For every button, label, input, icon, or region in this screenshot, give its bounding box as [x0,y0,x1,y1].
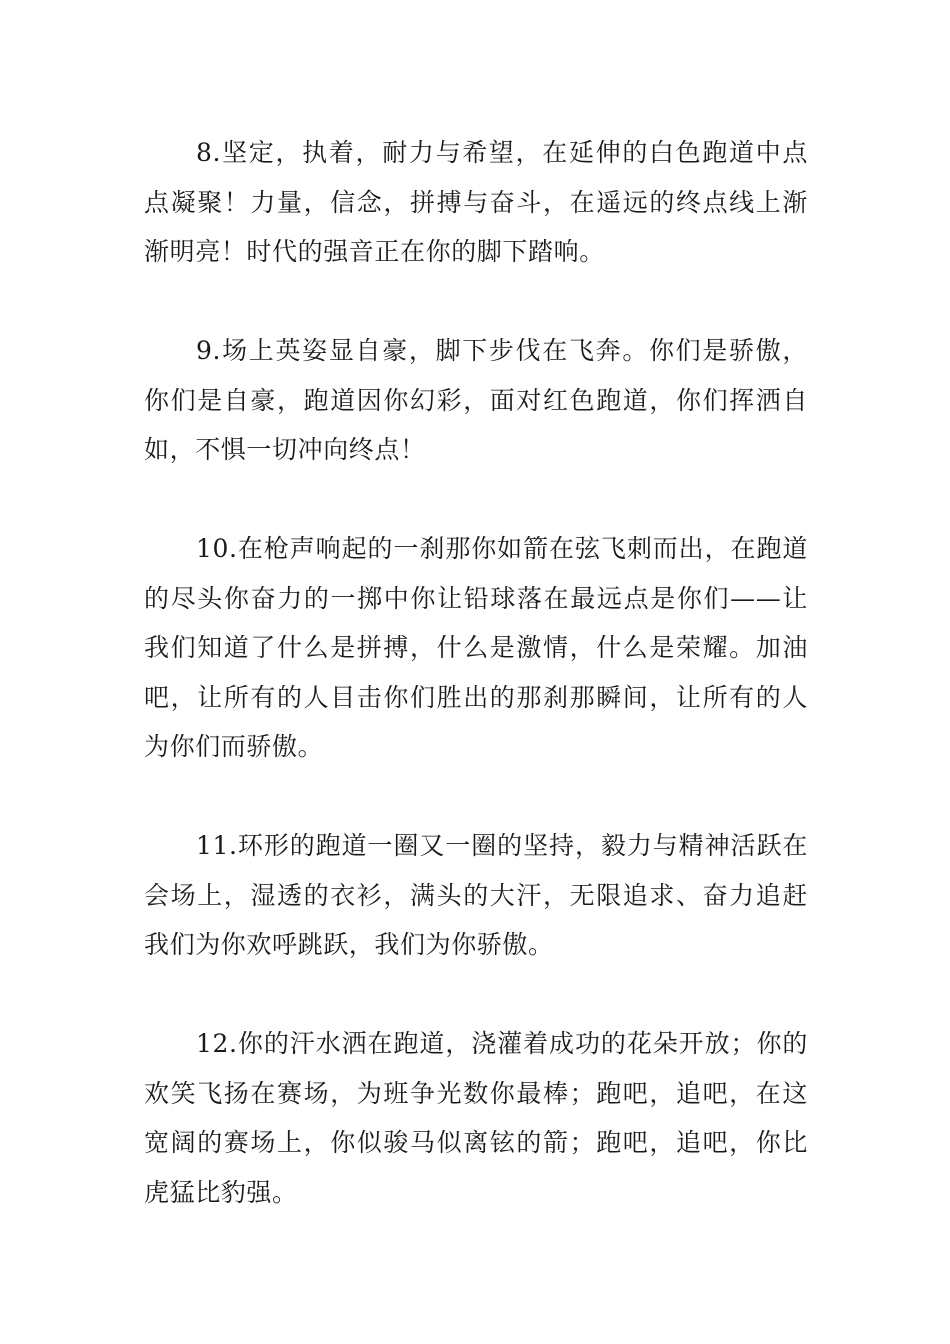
paragraph-12: 12.你的汗水洒在跑道，浇灌着成功的花朵开放；你的欢笑飞扬在赛场，为班争光数你最棒；跑吧，追吧，在这宽阔的赛场上，你似骏马似离铉的箭；跑吧，追吧，你比虎猛比豹强。 [144,1029,808,1207]
paragraph-11: 11.环形的跑道一圈又一圈的坚持，毅力与精神活跃在会场上，湿透的衣衫，满头的大汗，无限追求、奋力追赶我们为你欢呼跳跃，我们为你骄傲。 [144,831,808,959]
paragraph-10: 10.在枪声响起的一刹那你如箭在弦飞刺而出，在跑道的尽头你奋力的一掷中你让铅球落在最远点是你们——让我们知道了什么是拼搏，什么是激情，什么是荣耀。加油吧，让所有的人目击你们胜出的那刹那瞬间，让所有的人为你们而骄傲。 [144,534,808,761]
document-body [144,128,808,1267]
paragraph-8: 8.坚定，执着，耐力与希望，在延伸的白色跑道中点点凝聚！力量，信念，拼搏与奋斗，在遥远的终点线上渐渐明亮！时代的强音正在你的脚下踏响。 [144,138,808,266]
paragraph-9: 9.场上英姿显自豪，脚下步伐在飞奔。你们是骄傲，你们是自豪，跑道因你幻彩，面对红色跑道，你们挥洒自如，不惧一切冲向终点！ [144,336,808,464]
